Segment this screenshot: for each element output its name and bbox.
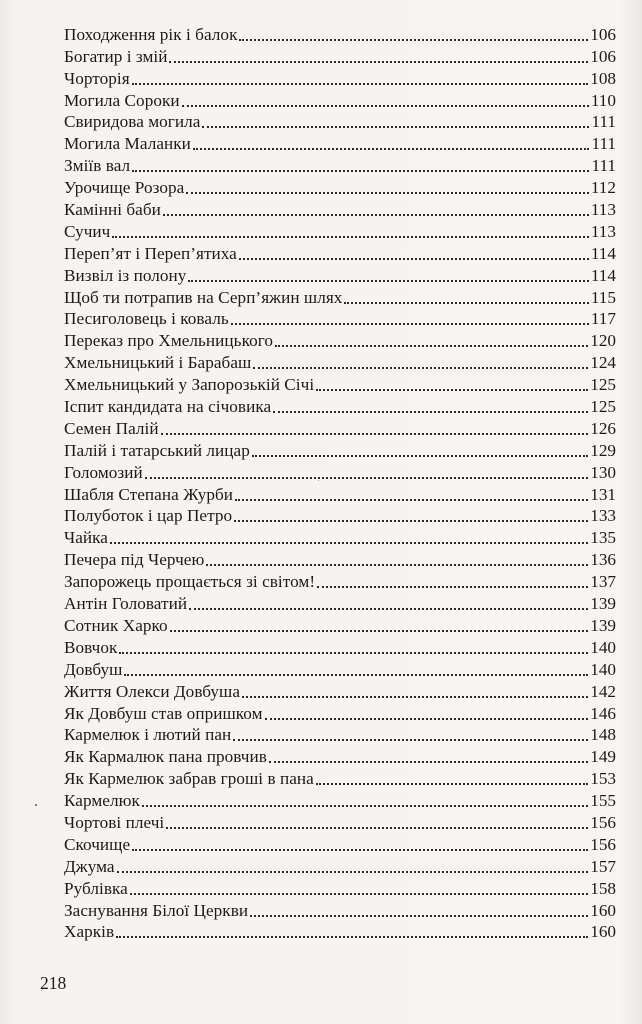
- toc-entry-title: Вовчок: [64, 637, 118, 657]
- page-number: 218: [40, 973, 67, 993]
- toc-entry-page: 156: [590, 834, 616, 854]
- toc-entry-page: 125: [590, 397, 616, 417]
- dot-leader: [170, 630, 589, 632]
- toc-entry: [64, 220, 616, 242]
- dot-leader: [253, 367, 588, 369]
- toc-entry: [64, 329, 616, 351]
- toc-entry-page: 140: [590, 637, 616, 657]
- toc-entry-title: Кармелюк і лютий пан: [64, 725, 232, 745]
- toc-entry-title: Зміїв вал: [64, 156, 131, 176]
- dot-leader: [265, 718, 589, 720]
- toc-entry-title: Полуботок і цар Петро: [64, 506, 233, 526]
- toc-entry-page: 106: [590, 46, 616, 66]
- toc-entry-title: Заснування Білої Церкви: [64, 900, 249, 920]
- toc-entry-title: Переказ про Хмельницького: [64, 331, 274, 351]
- toc-entry-title: Чортові плечі: [64, 812, 165, 832]
- dot-leader: [234, 520, 588, 522]
- toc-entry-title: Палій і татарський лицар: [64, 440, 250, 460]
- toc-entry: [64, 899, 616, 921]
- toc-entry: [64, 548, 616, 570]
- toc-entry: [64, 23, 616, 45]
- toc-entry: [64, 855, 616, 877]
- dot-leader: [161, 433, 589, 435]
- toc-entry-page: 126: [590, 418, 616, 438]
- toc-entry-title: Рублівка: [64, 878, 128, 898]
- toc-entry-page: 113: [590, 221, 616, 241]
- toc-entry-page: 136: [590, 550, 616, 570]
- toc-entry-title: Шабля Степана Журби: [64, 484, 234, 504]
- toc-entry-page: 142: [590, 681, 616, 701]
- toc-entry-title: Запорожець прощається зі світом!: [64, 572, 316, 592]
- dot-leader: [231, 323, 589, 325]
- dot-leader: [235, 499, 588, 501]
- toc-entry-title: Довбуш: [64, 659, 123, 679]
- toc-entry: [64, 176, 616, 198]
- toc-entry: [64, 461, 616, 483]
- toc-entry: [64, 483, 616, 505]
- toc-entry: [64, 351, 616, 373]
- toc-entry-page: 139: [590, 594, 616, 614]
- dot-leader: [206, 564, 588, 566]
- toc-entry-title: Свиридова могила: [64, 112, 201, 132]
- toc-entry-page: 111: [591, 156, 616, 176]
- toc-entry: [64, 614, 616, 636]
- toc-entry-title: Могила Маланки: [64, 134, 191, 154]
- toc-entry-page: 156: [590, 812, 616, 832]
- toc-entry-page: 139: [590, 615, 616, 635]
- toc-entry: [64, 308, 616, 330]
- toc-entry-page: 117: [590, 309, 616, 329]
- toc-entry: [64, 745, 616, 767]
- toc-entry: [64, 921, 616, 943]
- dot-leader: [193, 148, 590, 150]
- toc-entry-title: Богатир і змій: [64, 46, 168, 66]
- toc-entry-page: 120: [590, 331, 616, 351]
- toc-entry-title: Життя Олекси Довбуша: [64, 681, 241, 701]
- toc-entry-page: 114: [590, 243, 616, 263]
- dot-leader: [186, 192, 589, 194]
- toc-entry-title: Чорторія: [64, 68, 130, 88]
- dot-leader: [189, 608, 588, 610]
- toc-entry-title: Як Довбуш став опришком: [64, 703, 263, 723]
- toc-entry-page: 112: [590, 178, 616, 198]
- toc-entry: [64, 570, 616, 592]
- toc-entry: [64, 526, 616, 548]
- toc-entry-page: 157: [590, 856, 616, 876]
- toc-entry-title: Камінні баби: [64, 200, 161, 220]
- toc-entry-page: 115: [590, 287, 616, 307]
- toc-entry: [64, 767, 616, 789]
- toc-entry-title: Походження рік і балок: [64, 24, 238, 44]
- toc-entry-title: Песиголовець і коваль: [64, 309, 229, 329]
- dot-leader: [132, 170, 589, 172]
- toc-entry-page: 106: [590, 24, 616, 44]
- print-speck: [318, 480, 319, 481]
- toc-entry: [64, 89, 616, 111]
- toc-entry: [64, 198, 616, 220]
- toc-entry-page: 137: [590, 572, 616, 592]
- toc-entry: [64, 833, 616, 855]
- table-of-contents: [64, 23, 616, 942]
- dot-leader: [132, 83, 589, 85]
- toc-entry: [64, 373, 616, 395]
- toc-entry: [64, 45, 616, 67]
- toc-entry-title: Скочище: [64, 834, 131, 854]
- dot-leader: [316, 783, 588, 785]
- toc-entry-title: Семен Палій: [64, 418, 159, 438]
- toc-entry-page: 110: [590, 90, 616, 110]
- toc-entry-title: Хмельницький і Барабаш: [64, 353, 252, 373]
- toc-entry-page: 111: [591, 134, 616, 154]
- toc-entry: [64, 264, 616, 286]
- dot-leader: [316, 389, 588, 391]
- dot-leader: [130, 893, 588, 895]
- dot-leader: [344, 302, 588, 304]
- toc-entry-page: 149: [590, 747, 616, 767]
- dot-leader: [110, 542, 588, 544]
- toc-entry-page: 155: [590, 791, 616, 811]
- toc-entry: [64, 132, 616, 154]
- toc-entry-page: 108: [590, 68, 616, 88]
- toc-entry: [64, 395, 616, 417]
- dot-leader: [275, 345, 588, 347]
- dot-leader: [119, 652, 588, 654]
- dot-leader: [239, 39, 588, 41]
- dot-leader: [273, 411, 588, 413]
- dot-leader: [166, 827, 588, 829]
- dot-leader: [252, 455, 588, 457]
- dot-leader: [169, 61, 588, 63]
- dot-leader: [124, 674, 588, 676]
- toc-entry: [64, 592, 616, 614]
- toc-entry-title: Щоб ти потрапив на Серп’яжин шлях: [64, 287, 343, 307]
- toc-entry-page: 133: [590, 506, 616, 526]
- dot-leader: [250, 915, 588, 917]
- dot-leader: [233, 739, 588, 741]
- toc-entry-title: Сучич: [64, 221, 111, 241]
- toc-entry-title: Переп’ят і Переп’ятиха: [64, 243, 237, 263]
- toc-entry-title: Як Кармалюк пана провчив: [64, 747, 267, 767]
- toc-entry: [64, 702, 616, 724]
- dot-leader: [188, 280, 588, 282]
- toc-entry: [64, 154, 616, 176]
- toc-entry-page: 131: [590, 484, 616, 504]
- toc-entry-page: 140: [590, 659, 616, 679]
- dot-leader: [202, 126, 589, 128]
- toc-entry-title: Могила Сороки: [64, 90, 180, 110]
- dot-leader: [269, 761, 588, 763]
- toc-entry: [64, 242, 616, 264]
- toc-entry-page: 114: [590, 265, 616, 285]
- toc-entry: [64, 789, 616, 811]
- toc-entry-page: 124: [590, 353, 616, 373]
- toc-entry-title: Хмельницький у Запорозькій Січі: [64, 375, 315, 395]
- toc-entry: [64, 680, 616, 702]
- toc-entry-title: Голомозий: [64, 462, 143, 482]
- toc-entry-page: 148: [590, 725, 616, 745]
- toc-entry: [64, 67, 616, 89]
- toc-entry-title: Чайка: [64, 528, 108, 548]
- toc-entry: [64, 286, 616, 308]
- toc-entry-page: 130: [590, 462, 616, 482]
- toc-entry-title: Іспит кандидата на січовика: [64, 397, 272, 417]
- toc-entry-title: Джума: [64, 856, 115, 876]
- dot-leader: [317, 586, 588, 588]
- dot-leader: [163, 214, 589, 216]
- toc-entry: [64, 505, 616, 527]
- toc-entry: [64, 439, 616, 461]
- toc-entry: [64, 811, 616, 833]
- toc-entry-title: Визвіл із полону: [64, 265, 187, 285]
- toc-entry: [64, 111, 616, 133]
- toc-entry-page: 113: [590, 200, 616, 220]
- dot-leader: [116, 936, 588, 938]
- dot-leader: [132, 849, 588, 851]
- toc-entry-page: 125: [590, 375, 616, 395]
- print-speck: [35, 804, 37, 806]
- toc-entry-page: 146: [590, 703, 616, 723]
- dot-leader: [112, 236, 588, 238]
- toc-entry-title: Кармелюк: [64, 791, 140, 811]
- dot-leader: [117, 871, 589, 873]
- toc-entry: [64, 417, 616, 439]
- dot-leader: [182, 105, 589, 107]
- toc-entry-title: Як Кармелюк забрав гроші в пана: [64, 769, 314, 789]
- toc-entry-title: Печера під Черчею: [64, 550, 205, 570]
- dot-leader: [145, 477, 588, 479]
- toc-entry-page: 153: [590, 769, 616, 789]
- toc-entry: [64, 658, 616, 680]
- toc-entry: [64, 724, 616, 746]
- toc-entry-title: Урочище Розора: [64, 178, 185, 198]
- dot-leader: [242, 696, 588, 698]
- toc-entry-page: 129: [590, 440, 616, 460]
- dot-leader: [142, 805, 588, 807]
- toc-entry-page: 160: [590, 922, 616, 942]
- toc-entry: [64, 877, 616, 899]
- dot-leader: [239, 258, 589, 260]
- toc-entry-page: 111: [591, 112, 616, 132]
- toc-entry-title: Сотник Харко: [64, 615, 168, 635]
- toc-entry-page: 135: [590, 528, 616, 548]
- toc-entry-page: 158: [590, 878, 616, 898]
- toc-entry-title: Харків: [64, 922, 115, 942]
- toc-entry-title: Антін Головатий: [64, 594, 188, 614]
- toc-entry-page: 160: [590, 900, 616, 920]
- toc-entry: [64, 636, 616, 658]
